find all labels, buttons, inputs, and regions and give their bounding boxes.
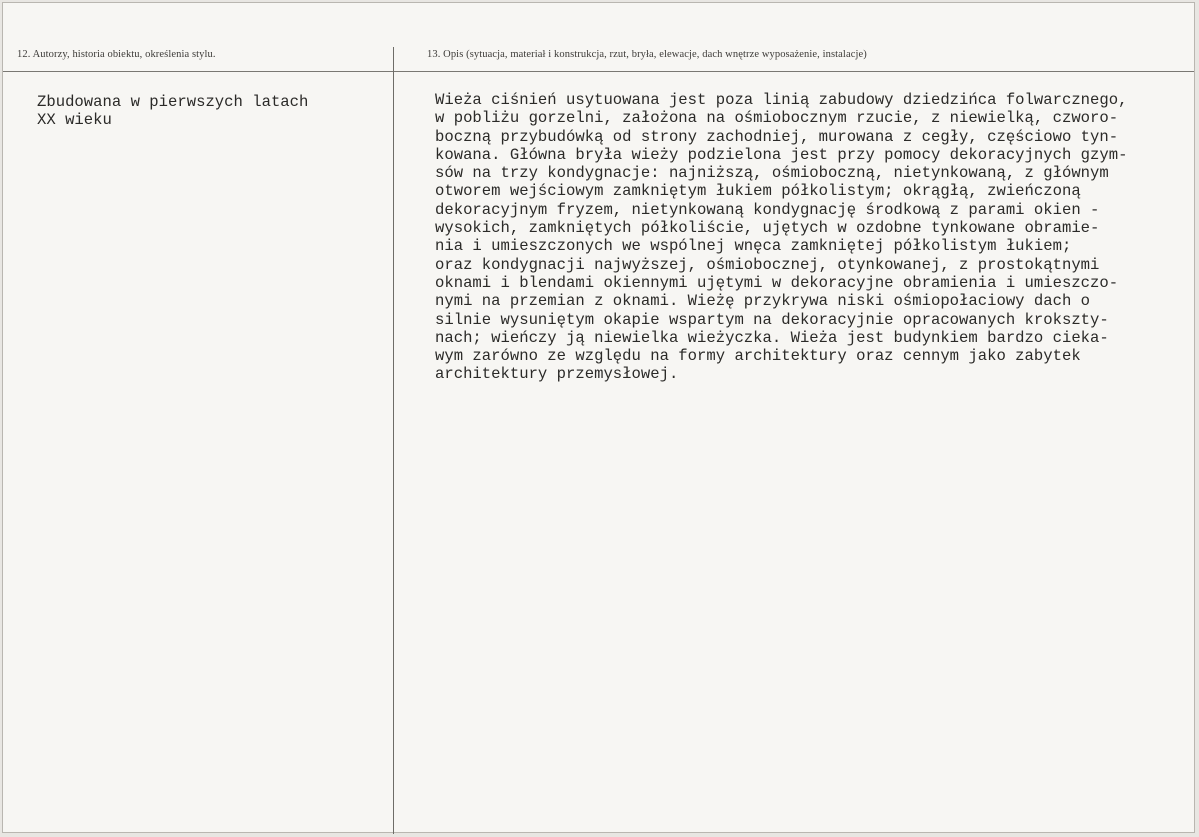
description-line: oraz kondygnacji najwyższej, ośmiobocznej, otynkowanej, z prostokątnymi	[435, 255, 1100, 274]
description-line: sów na trzy kondygnacje: najniższą, ośmioboczną, nietynkowaną, z głównym	[435, 164, 1109, 183]
description-line: nymi na przemian z oknami. Wieżę przykrywa niski ośmiopołaciowy dach o	[435, 292, 1091, 311]
description-line: boczną przybudówką od strony zachodniej, murowana z cegły, częściowo tyn-	[435, 127, 1119, 146]
description-line: nach; wieńczy ją niewielka wieżyczka. Wieża jest budynkiem bardzo cieka-	[435, 328, 1109, 347]
record-card	[2, 2, 1195, 833]
description-line: oknami i blendami okiennymi ujętymi w dekoracyjne obramienia i umieszczo-	[435, 273, 1119, 292]
description-line: w pobliżu gorzelni, założona na ośmiobocznym rzucie, z niewielką, czworo-	[435, 109, 1119, 128]
history-line: Zbudowana w pierwszych latach	[37, 93, 309, 111]
section-13-header: 13. Opis (sytuacja, materiał i konstrukcja, rzut, bryła, elewacje, dach wnętrze wyposażenie, instalacje)	[427, 49, 867, 60]
header-divider	[3, 71, 1194, 72]
history-line: XX wieku	[37, 111, 112, 130]
description-line: kowana. Główna bryła wieży podzielona jest przy pomocy dekoracyjnych gzym-	[435, 145, 1128, 164]
description-line: dekoracyjnym fryzem, nietynkowaną kondygnację środkową z parami okien -	[435, 200, 1100, 219]
description-line: wym zarówno ze względu na formy architektury oraz cennym jako zabytek	[435, 347, 1081, 366]
history-text	[37, 93, 377, 130]
description-line: wysokich, zamkniętych półkoliście, ujętych w ozdobne tynkowane obramie-	[435, 219, 1100, 238]
description-text	[435, 91, 1175, 384]
description-line: nia i umieszczonych we wspólnej wnęca zamkniętej półkolistym łukiem;	[435, 237, 1072, 256]
description-line: architektury przemysłowej.	[435, 365, 679, 384]
description-line: Wieża ciśnień usytuowana jest poza linią zabudowy dziedzińca folwarcznego,	[435, 91, 1128, 109]
column-divider	[393, 47, 394, 834]
description-line: silnie wysuniętym okapie wspartym na dekoracyjnie opracowanych krokszty-	[435, 310, 1109, 329]
description-line: otworem wejściowym zamkniętym łukiem półkolistym; okrągłą, zwieńczoną	[435, 182, 1081, 201]
section-12-header: 12. Autorzy, historia obiektu, określenia stylu.	[17, 49, 216, 60]
